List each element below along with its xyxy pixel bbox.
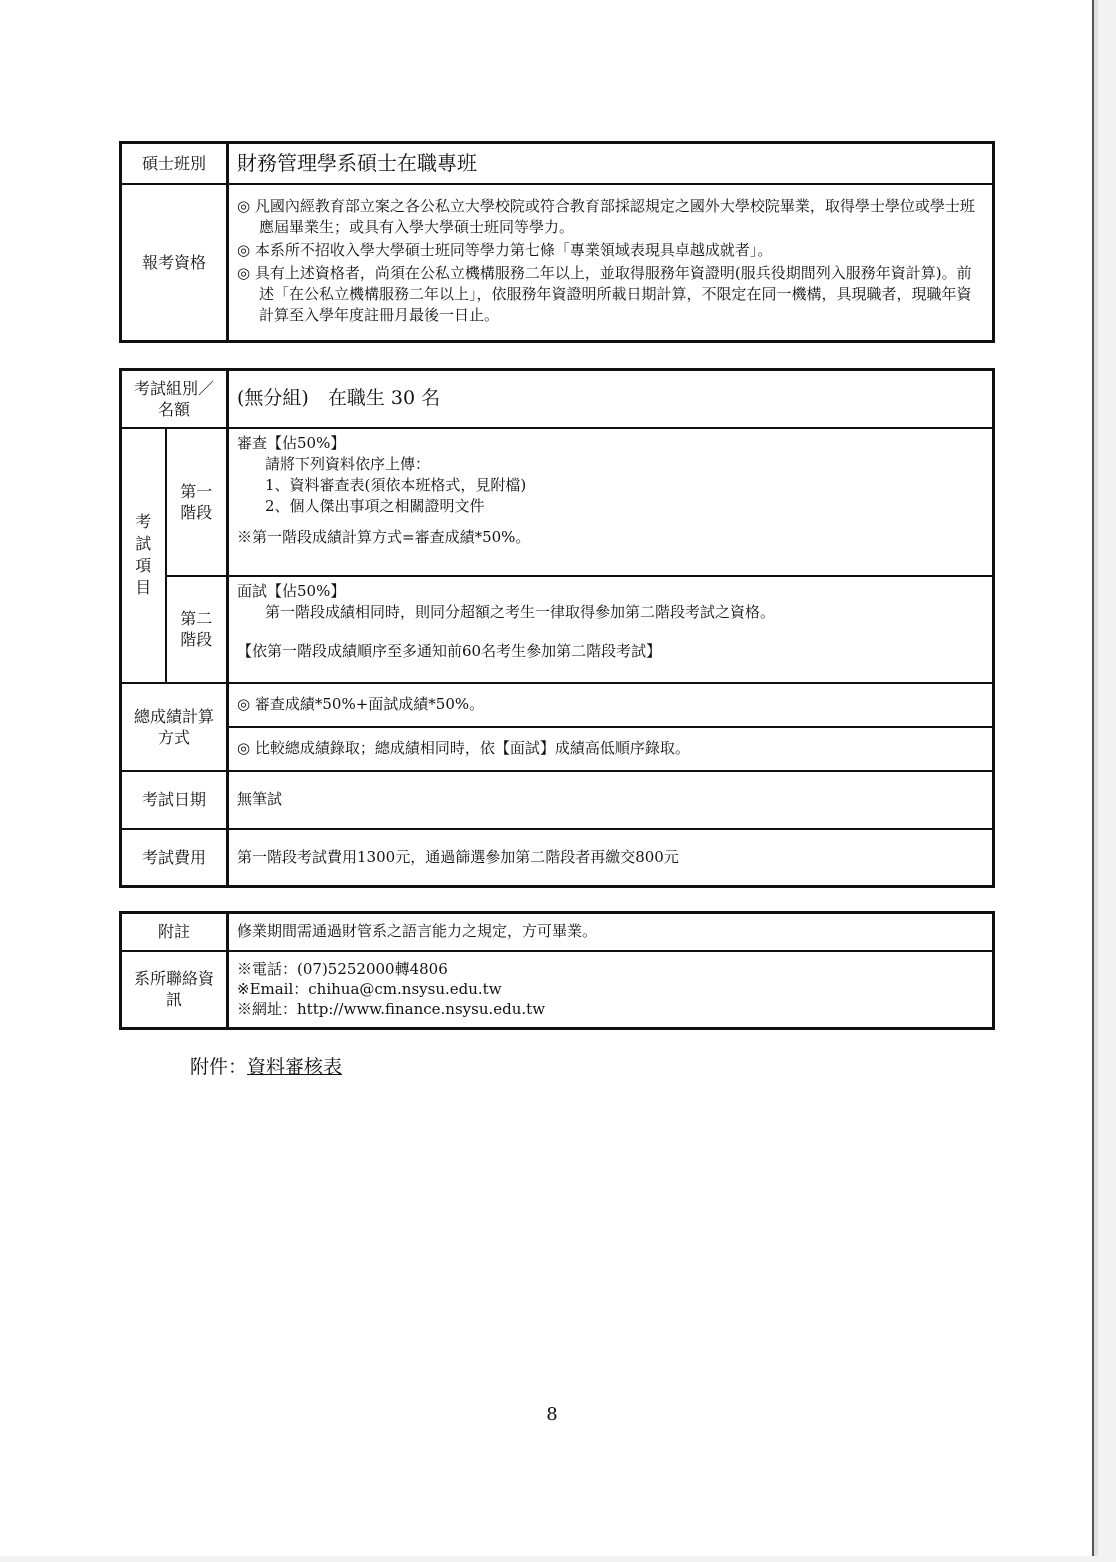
group-value: (無分組) 在職生 30 名 [228, 370, 994, 428]
program-label: 碩士班別 [121, 143, 228, 184]
total-rule: ◎ 比較總成績錄取；總成績相同時，依【面試】成績高低順序錄取。 [228, 727, 994, 771]
stage2-cell [228, 576, 994, 683]
page-number: 8 [546, 1404, 558, 1425]
fee-label: 考試費用 [121, 829, 228, 887]
attachment-prefix: 附件： [190, 1056, 248, 1078]
page-edge [1094, 0, 1098, 1556]
stage1-item: 2、個人傑出事項之相關證明文件 [265, 496, 485, 515]
contact-label: 系所聯絡資訊 [121, 951, 228, 1029]
stage1-item: 1、資料審查表(須依本班格式，見附檔) [265, 475, 527, 494]
eligibility-item: ◎ 凡國內經教育部立案之各公私立大學校院或符合教育部採認規定之國外大學校院畢業，取得學士學位或學士班應屆畢業生；或具有入學大學碩士班同等學力。 [237, 197, 975, 237]
eligibility-item: ◎ 具有上述資格者，尚須在公私立機構服務二年以上，並取得服務年資證明(服兵役期間列入服務年資計算)。前述「在公私立機構服務二年以上」，依服務年資證明所載日期計算，不限定在同一機構，具現職者，現職年資計算至入學年度註冊月最後一日止。 [237, 264, 972, 325]
exam-table [119, 368, 995, 888]
total-formula: ◎ 審查成績*50%+面試成績*50%。 [228, 683, 994, 727]
note-label: 附註 [121, 913, 228, 951]
group-label: 考試組別／名額 [121, 370, 228, 428]
stage1-cell [228, 428, 994, 576]
contact-cell [228, 951, 994, 1029]
date-value: 無筆試 [228, 771, 994, 829]
contact-website: ※網址：http://www.finance.nsysu.edu.tw [237, 1000, 546, 1019]
stage2-text: 第一階段成績相同時，則同分超額之考生一律取得參加第二階段考試之資格。 [265, 602, 776, 621]
stage1-title: 審查【佔50%】 [237, 433, 346, 452]
program-table [119, 141, 995, 343]
note-value: 修業期間需通過財管系之語言能力之規定，方可畢業。 [228, 913, 994, 951]
attachment-line [190, 1052, 342, 1079]
total-label: 總成績計算方式 [121, 683, 228, 771]
stage2-label: 第二階段 [166, 576, 228, 683]
notes-table [119, 911, 995, 1030]
attachment-link[interactable]: 資料審核表 [247, 1056, 343, 1078]
eligibility-label: 報考資格 [121, 184, 228, 342]
contact-email: ※Email：chihua@cm.nsysu.edu.tw [237, 980, 502, 999]
stage2-title: 面試【佔50%】 [237, 581, 346, 600]
stage1-intro: 請將下列資料依序上傳： [265, 454, 431, 473]
stage1-note: ※第一階段成績計算方式=審查成績*50%。 [237, 527, 531, 546]
exam-items-label: 考試項目 [121, 428, 166, 683]
contact-phone: ※電話：(07)5252000轉4806 [237, 960, 448, 979]
stage1-label: 第一階段 [166, 428, 228, 576]
eligibility-cell [228, 184, 994, 342]
stage2-note: 【依第一階段成績順序至多通知前60名考生參加第二階段考試】 [237, 641, 662, 660]
eligibility-item: ◎ 本系所不招收入學大學碩士班同等學力第七條「專業領域表現具卓越成就者」。 [237, 241, 773, 260]
program-value: 財務管理學系碩士在職專班 [228, 143, 994, 184]
date-label: 考試日期 [121, 771, 228, 829]
fee-value: 第一階段考試費用1300元，通過篩選參加第二階段者再繳交800元 [228, 829, 994, 887]
